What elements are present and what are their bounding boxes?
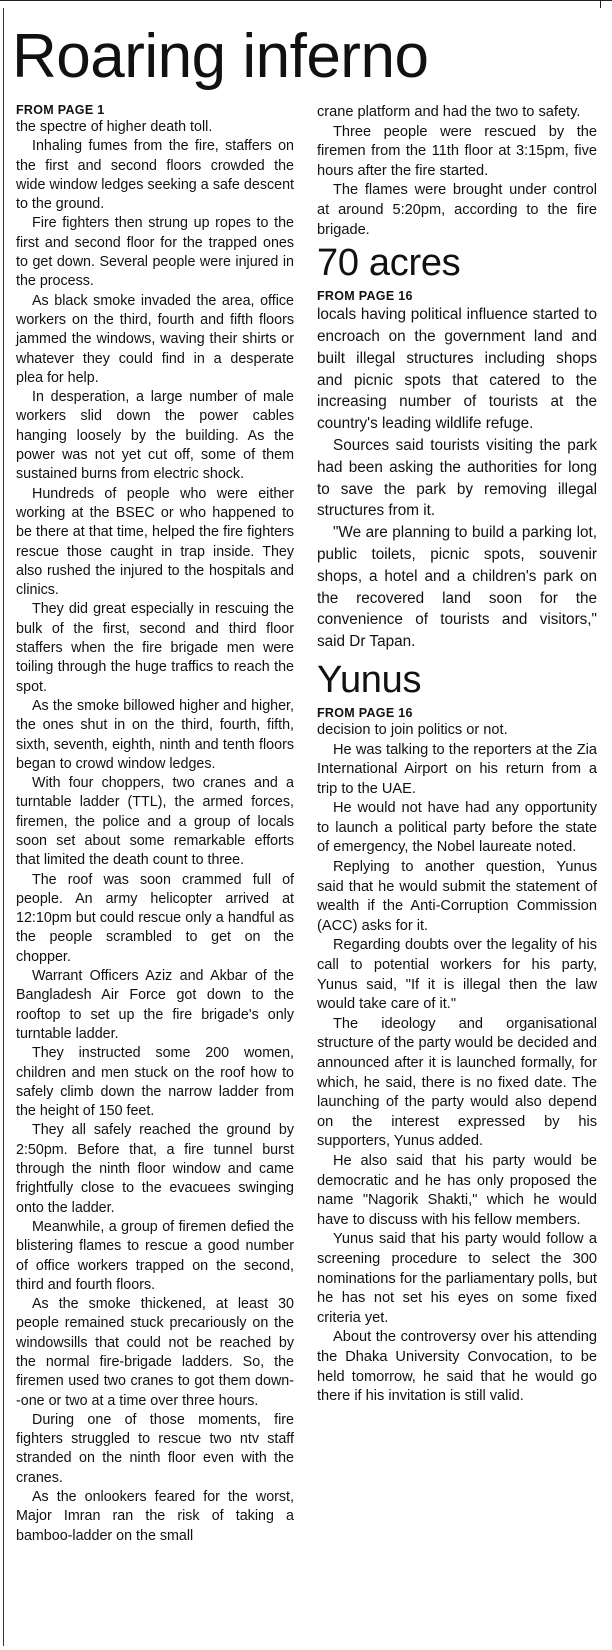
paragraph: locals having political influence started to encroach on the government land and built illegal structures including shops and picnic spots that catered to the increasing number of tourists at the country's leading wildlife refuge. (317, 306, 597, 433)
section-headline: 70 acres (317, 242, 461, 285)
right-column (317, 103, 597, 1407)
paragraph: Sources said tourists visiting the park had been asking the authorities for long to save the park by removing illegal structures from it. (317, 436, 597, 520)
left-column (16, 103, 294, 1546)
paragraph: He was talking to the reporters at the Zia International Airport on his return from a trip to the UAE. (317, 741, 597, 797)
paragraph: the spectre of higher death toll. (16, 119, 213, 135)
page-title: Roaring inferno (12, 22, 429, 91)
paragraph: Three people were rescued by the firemen from the 11th floor at 3:15pm, five hours after the fire started. (317, 123, 597, 179)
paragraph: About the controversy over his attending the Dhaka University Convocation, to be held tomorrow, he said that he would go there if his invitation is still valid. (317, 1329, 597, 1405)
section-70-acres (317, 240, 597, 653)
paragraph: The roof was soon crammed full of people. An army helicopter arrived at 12:10pm but could rescue only a handful as the people scrambled to get on the chopper. (16, 871, 294, 965)
paragraph: The flames were brought under control at around 5:20pm, according to the fire brigade. (317, 182, 597, 238)
top-rule (0, 0, 612, 1)
paragraph: Warrant Officers Aziz and Akbar of the Bangladesh Air Force got down to the rooftop to set up the fire brigade's only turntable ladder. (16, 968, 294, 1042)
paragraph: As the onlookers feared for the worst, Major Imran ran the risk of taking a bamboo-ladder on the small (16, 1489, 294, 1544)
paragraph: Regarding doubts over the legality of his call to potential workers for his party, Yunus said, "If it is illegal then the law would take care of it." (317, 937, 597, 1013)
paragraph: crane platform and had the two to safety. (317, 104, 581, 120)
paragraph: Fire fighters then strung up ropes to the first and second floor for the trapped ones to get down. Several people were injured in the process. (16, 215, 294, 290)
paragraph: Hundreds of people who were either working at the BSEC or who happened to be there at that time, helped the fire fighters rescue those caught in trap inside. They also rushed the injured to the hospitals and clinics. (16, 485, 294, 599)
paragraph: The ideology and organisational structure of the party would be decided and announced after it is launched formally, for which, he said, there is no fixed date. The launching of the party would also depend on the interest expressed by his supporters, Yunus added. (317, 1015, 597, 1150)
paragraph: As the smoke thickened, at least 30 people remained stuck precariously on the windowsills that could not be reached by the normal fire-brigade ladders. So, the firemen used two cranes to got them down--one or two at a time over three hours. (16, 1296, 294, 1409)
paragraph: They did great especially in rescuing the bulk of the first, second and third floor staffers when the fire brigade men were toiling through the huge traffics to reach the spot. (16, 601, 294, 695)
paragraph: decision to join politics or not. (317, 721, 508, 738)
paragraph: He would not have had any opportunity to launch a political party before the state of emergency, the Nobel laureate noted. (317, 800, 597, 856)
source-line: FROM PAGE 16 (317, 705, 413, 720)
paragraph: In desperation, a large number of male workers slid down the power cables hanging loosely by the building. As the power was not yet cut off, some of them sustained burns from electric shock. (16, 389, 294, 483)
paragraph: Yunus said that his party would follow a screening procedure to select the 300 nominations for the parliamentary polls, but he has not set his eyes on some fixed criteria yet. (317, 1231, 597, 1326)
paragraph: They instructed some 200 women, children and men stuck on the roof how to safely climb down the narrow ladder from the height of 150 feet. (16, 1045, 294, 1120)
paragraph: With four choppers, two cranes and a turntable ladder (TTL), the armed forces, firemen, the police and a group of locals soon set about some remarkable efforts that limited the death count to three. (16, 775, 294, 869)
paragraph: He also said that his party would be democratic and he has only proposed the name "Nagorik Shakti," which he would have to discuss with his fellow members. (317, 1152, 597, 1228)
paragraph: As black smoke invaded the area, office workers on the third, fourth and fifth floors jammed the windows, waving their shirts or whatever they could find in a desperate plea for help. (16, 292, 294, 386)
source-line: FROM PAGE 16 (317, 289, 413, 304)
paragraph: "We are planning to build a parking lot, public toilets, picnic spots, souvenir shops, a hotel and a children's park on the recovered land soon for the convenience of tourists and visitors," said Dr Tapan. (317, 524, 597, 651)
left-column-rule (3, 8, 4, 1646)
paragraph: Inhaling fumes from the fire, staffers on the first and second floors crowded the wide window ledges seeking a safe descent to the ground. (16, 138, 294, 213)
paragraph: They all safely reached the ground by 2:50pm. Before that, a fire tunnel burst through the ninth floor window and came frightfully close to the evacuees swinging onto the ladder. (16, 1122, 294, 1216)
paragraph: Replying to another question, Yunus said that he would submit the statement of wealth if the Anti-Corruption Commission (ACC) asks for it. (317, 859, 597, 934)
paragraph: Meanwhile, a group of firemen defied the blistering flames to rescue a good number of office workers trapped on the second, third and fourth floors. (16, 1218, 294, 1293)
source-line: FROM PAGE 1 (16, 103, 105, 117)
paragraph: As the smoke billowed higher and higher, the ones shut in on the third, fourth, fifth, sixth, seventh, eighth, ninth and tenth floors began to crowd window ledges. (16, 697, 294, 772)
paragraph: During one of those moments, fire fighters struggled to rescue two ntv staff stranded on the ninth floor even with the cranes. (16, 1411, 294, 1486)
section-headline: Yunus (317, 658, 422, 701)
corner-rule (600, 0, 601, 8)
section-yunus (317, 657, 597, 1407)
